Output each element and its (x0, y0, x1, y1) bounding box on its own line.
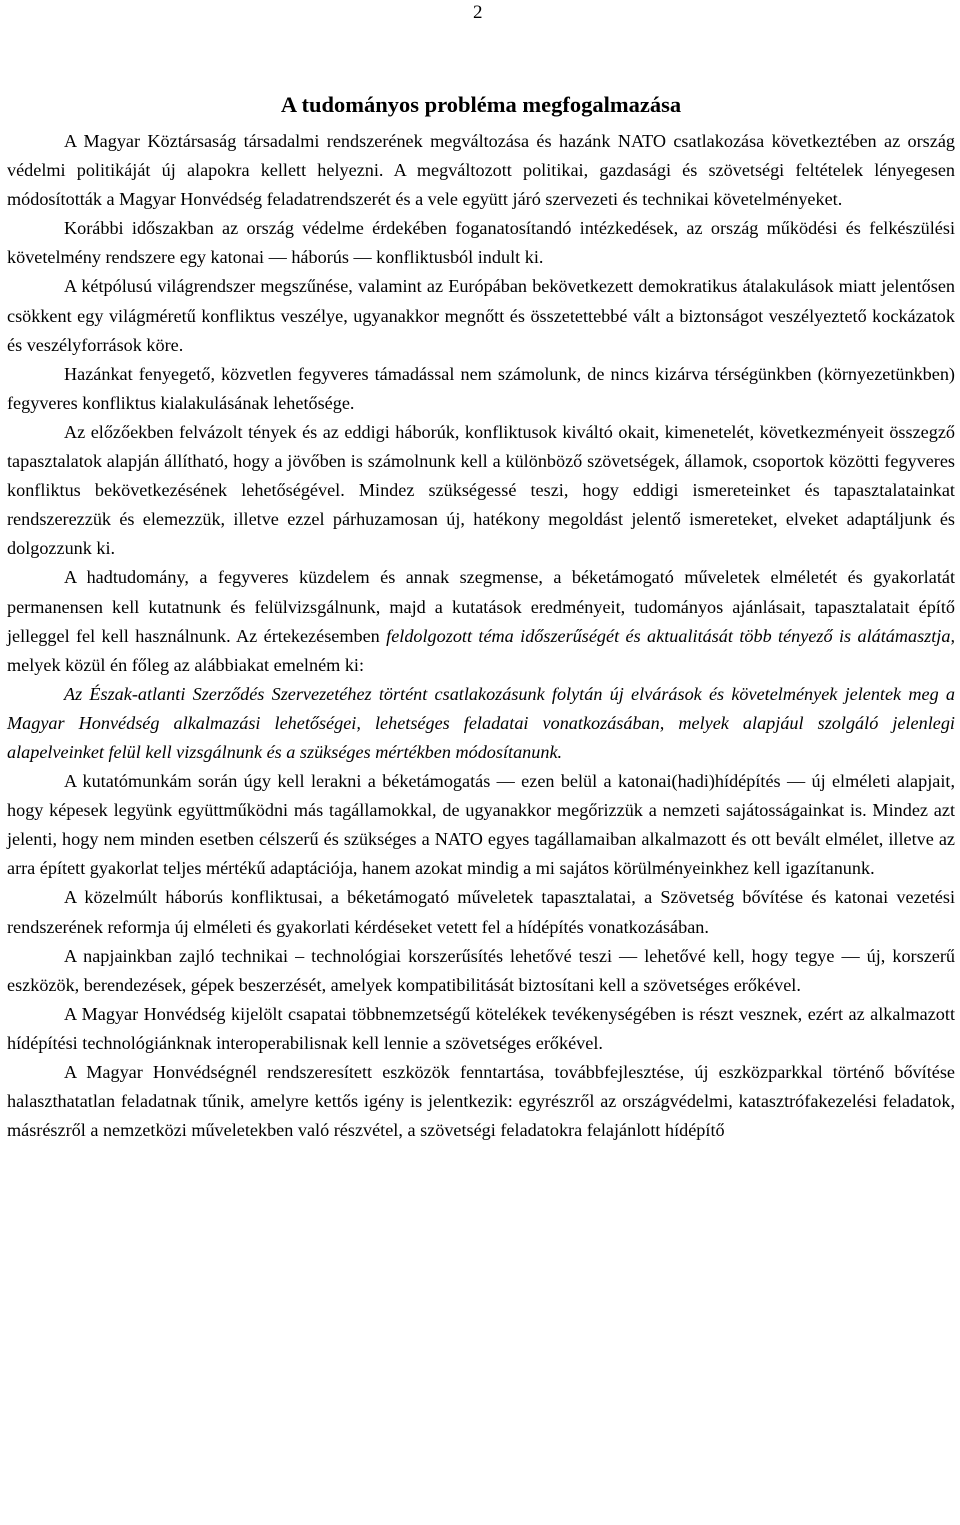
paragraph: A Magyar Honvédségnél rendszeresített eszközök fenntartása, továbbfejlesztése, új eszközparkkal történő bővítése halaszthatatlan feladatnak tűnik, amelyre kettős igény is jelentkezik: egyrészről az országvédelmi, katasztrófakezelési feladatok, másrészről a nemzetközi műveletekben való részvétel, a szövetségi feladatokra felajánlott hídépítő (7, 1062, 955, 1141)
section-title: A tudományos probléma megfogalmazása (280, 92, 682, 117)
paragraph: Korábbi időszakban az ország védelme érdekében foganatosítandó intézkedések, az ország működési és felkészülési követelmény rendszere egy katonai — háborús — konfliktusból indult ki. (7, 218, 955, 268)
paragraph: A napjainkban zajló technikai – technológiai korszerűsítés lehetővé teszi — lehetővé kell, hogy tegye — új, korszerű eszközök, berendezések, gépek beszerzését, amelyek kompatibilitását biztosítani kell a szövetséges erőkével. (7, 945, 955, 995)
paragraph: A Magyar Honvédség kijelölt csapatai többnemzetségű kötelékek tevékenységében is részt vesznek, ezért az alkalmazott hídépítési technológiánknak interoperabilisnak kell lennie a szövetséges erőkével. (7, 1003, 955, 1053)
emphasized-text: Az Észak-atlanti Szerződés Szervezetéhez történt csatlakozásunk folytán új elvárások és követelmények jelentek meg a Magyar Honvédség alkalmazási lehetőségei, lehetséges feladatai vonatkozásában, melyek alapjául szolgáló jelenlegi alapelveinket felül kell vizsgálnunk és a szükséges mértékben módosítanunk. (7, 683, 955, 762)
page-number: 2 (473, 2, 483, 23)
paragraph: Hazánkat fenyegető, közvetlen fegyveres támadással nem számolunk, de nincs kizárva térségünkben (környezetünkben) fegyveres konfliktus kialakulásának lehetősége. (7, 363, 955, 413)
italic-thesis-paragraph (7, 680, 955, 767)
emphasized-text: feldolgozott téma időszerűségét és aktualitását több tényező is alátámasztja, (386, 625, 955, 646)
document-body (7, 91, 955, 1145)
paragraph: A Magyar Köztársaság társadalmi rendszerének megváltozása és hazánk NATO csatlakozása következtében az ország védelmi politikáját új alapokra kellett helyezni. A megváltozott politikai, gazdasági és szövetségi feltételek lényegesen módosították a Magyar Honvédség feladatrendszerét és a vele együtt járó szervezeti és technikai követelményeket. (7, 131, 955, 210)
paragraph-text: melyek közül én főleg az alábbiakat emelném ki: (7, 654, 365, 675)
paragraph (7, 563, 955, 679)
paragraph: A kutatómunkám során úgy kell lerakni a béketámogatás — ezen belül a katonai(hadi)hídépítés — új elméleti alapjait, hogy képesek legyünk együttműködni más tagállamokkal, de ugyanakkor megőrizzük a nemzeti sajátosságainkat is. Mindez azt jelenti, hogy nem minden esetben célszerű és szükséges a NATO egyes tagállamaiban alkalmazott és ott bevált elmélet, illetve az arra épített gyakorlat teljes mértékű adaptációja, hanem azokat mindig a mi sajátos körülményeinkhez kell igazítanunk. (7, 771, 955, 879)
paragraph: A kétpólusú világrendszer megszűnése, valamint az Európában bekövetkezett demokratikus átalakulások miatt jelentősen csökkent egy világméretű konfliktus veszélye, ugyanakkor megnőtt és összetettebbé vált a biztonságot veszélyeztető kockázatok és veszélyforrások köre. (7, 276, 955, 355)
paragraph-text: A hadtudomány, a fegyveres küzdelem és annak szegmense, a béketámogató műveletek elméletét és gyakorlatát permanensen kell kutatnunk és felülvizsgálnunk, majd a kutatások eredményeit, tudományos ajánlásait, tapasztalatait építő jelleggel fel kell használnunk. Az értekezésemben (7, 567, 955, 646)
paragraph: Az előzőekben felvázolt tények és az eddigi háborúk, konfliktusok kiváltó okait, kimenetelét, következményeit összegző tapasztalatok alapján állítható, hogy a jövőben is számolnunk kell a különböző szövetségek, államok, csoportok közötti fegyveres konfliktus bekövetkezésének lehetőségével. Mindez szükségessé teszi, hogy eddigi ismereteinket és tapasztalatainkat rendszerezzük és elemezzük, illetve ezzel párhuzamosan új, hatékony megoldást jelentő ismereteket, elveket adaptáljunk és dolgozzunk ki. (7, 421, 955, 559)
paragraph: A közelmúlt háborús konfliktusai, a béketámogató műveletek tapasztalatai, a Szövetség bővítése és katonai vezetési rendszerének reformja új elméleti és gyakorlati kérdéseket vetett fel a hídépítés vonatkozásában. (7, 887, 955, 937)
